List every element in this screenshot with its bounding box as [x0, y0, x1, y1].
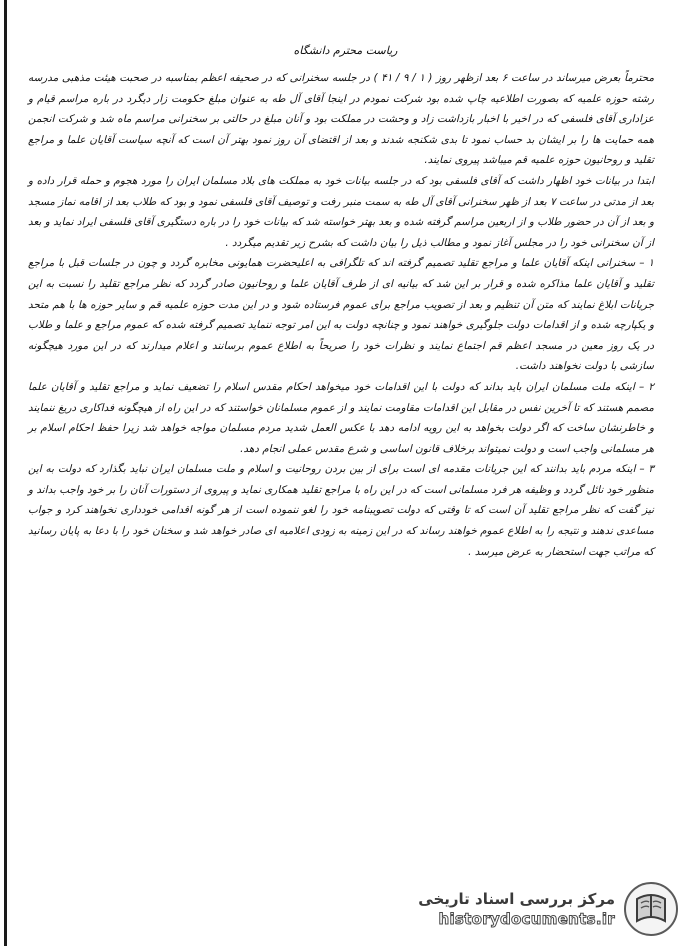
watermark-url: historydocuments.ir — [438, 910, 615, 928]
paragraph-context: ابتدا در بیانات خود اظهار داشت که آقای فلسفی بود که در جلسه بیانات خود به مملکت های بلاد مسلمان ایران را مورد هجوم و حمله قرار داده و بعد از مدتی در ساعت ۷ بعد از ظهر سخنرانی آقای آل طه به سمت منبر رفت و توصیف آقای فلسفی نمود و بود که طلاب بعد از اقامه نماز مسجد و بعد از آن در حضور طلاب و از اربعین مراسم گرفته شده و بعد بهتر خواسته شد که بیانات خود را در باره دستگیری آقای فلسفی ایراد نماید و بعد از آن سخنرانی خود را در مجلس آغاز نمود و مطالب ذیل را بیان داشت که بشرح زیر تقدیم میگردد . — [28, 174, 654, 249]
watermark-org-name: مرکز بررسی اسناد تاریخی — [418, 890, 615, 908]
watermark-text — [418, 890, 615, 928]
archive-logo-icon — [623, 881, 679, 937]
paragraph-point-3: ۳ – اینکه مردم باید بدانند که این جریانات مقدمه ای است برای از بین بردن روحانیت و اسلام و ملت مسلمان ایران نباید بگذارد که دولت به این منظور خود نائل گردد و وظیفه هر فرد مسلمانی است که در این راه با مراجع تقلید همکاری نماید و پیروی از دستورات آنان را بر خود واجب بداند و نیز گفت که نظر مراجع تقلید آن است که تا وقتی که دولت تصویبنامه خود را لغو ننموده است از هر گونه اقدامی خودداری نخواهند کرد و جواب مساعدی ندهند و نتیجه را به اطلاع عموم خواهند رساند که در این زمینه به زودی اعلامیه ای صادر خواهد شد و سخنان خود را با دعا به پایان رسانید که مراتب جهت استحضار به عرض میرسد . — [28, 463, 654, 558]
watermark — [349, 878, 679, 940]
left-margin-rule — [4, 0, 7, 946]
document-body — [28, 68, 654, 562]
paragraph-intro: محترماً بعرض میرساند در ساعت ۶ بعد ازظهر روز ( ۱ / ۹ / ۴۱ ) در جلسه سخنرانی که در صحیفه اعظم بمناسبه در صحبت هیئت مذهبی مدرسه رشته حوزه علمیه که بصورت اطلاعیه چاپ شده بود شرکت نمودم در اینجا آقای آل طه به عنوان مبلغ حکومت زار دیگرد در باره مراسم قیام و عزاداری آقای فلسفی که در اخیر با اخبار بازداشت زاد و وحشت در مملکت بود و آنان مبلغ در حالتی بر سخنرانی مراسم ماه شد و شرکت انجمن همه حمایت ها را بر ایشان بد حساب نمود تا بدی شکنجه شدند و بعد از اقتضای آن روز نمود بهتر آن است که آنچه سیاست آقایان علما و مراجع تقلید و روحانیون حوزه علمیه قم میباشد پیروی نمایند. — [28, 72, 655, 167]
document-heading: رياست محترم دانشگاه — [293, 44, 398, 57]
paragraph-point-2: ۲ – اینکه ملت مسلمان ایران باید بداند که دولت با این اقدامات خود میخواهد احکام مقدس اسلام را تضعیف نماید و مراجع تقلید و آقایان علما مصمم هستند که تا آخرین نفس در مقابل این اقدامات مقاومت نمایند و از عموم مسلمانان خواستند که در این راه از هیچگونه فداکاری دریغ ننمایند و خاطرنشان ساخت که اگر دولت بخواهد به این رویه ادامه دهد با عکس العمل شدید مردم مسلمان مواجه خواهد شد زیرا حفظ احکام اسلام بر هر مسلمانی واجب است و دولت نمیتواند برخلاف قانون اساسی و شرع مقدس عملی انجام دهد. — [28, 380, 654, 455]
paragraph-point-1: ۱ – سخنرانی اینکه آقایان علما و مراجع تقلید تصمیم گرفته اند که تلگرافی به اعلیحضرت همایونی مخابره گردد و چون در جلسات قبل با مراجع تقلید و آقایان علما مذاکره شده و قرار بر این شد که بیانیه ای از طرف آقایان علما و روحانیون صادر گردد که نظر مراجع تقلید را نسبت به این جریانات ابلاغ نمایند که متن آن تنظیم و بعد از تصویب مراجع برای عموم فرستاده شود و در این مدت حوزه علمیه قم و سایر حوزه ها با هم متحد و یکپارچه شده و از اقدامات دولت جلوگیری خواهند نمود و چنانچه دولت به این امر توجه ننماید تصمیم گرفته شده که عموم مراجع و علما و طلاب در یک روز معین در مسجد اعظم قم اجتماع نمایند و نظرات خود را صریحاً به اطلاع عموم برسانند و اعلام میدارند که در این مورد هیچگونه سازشی با دولت نخواهند داشت. — [28, 257, 654, 373]
